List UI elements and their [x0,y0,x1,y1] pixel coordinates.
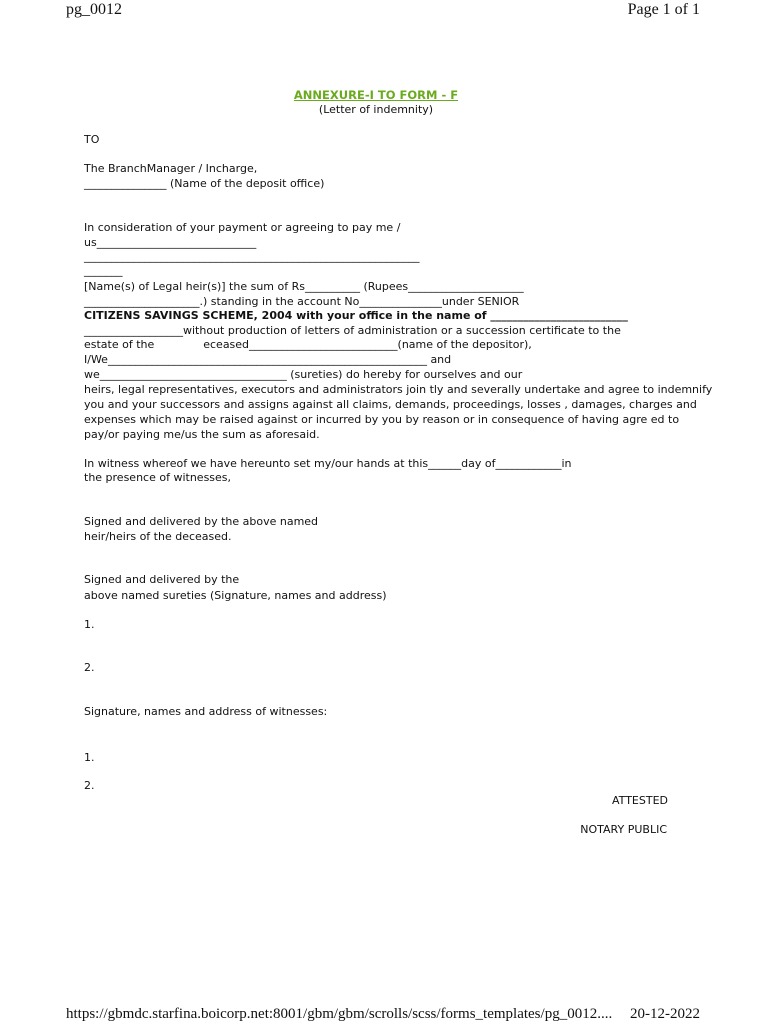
page-number: Page 1 of 1 [627,1,700,18]
witness-line-2: the presence of witnesses, [84,471,232,484]
signed-heir-line-2: heir/heirs of the deceased. [84,530,232,543]
deposit-office-line: _______________ (Name of the deposit office) [84,177,325,190]
blank-line-2: _______ [84,264,123,277]
indemnify-line-4: pay/or paying me/us the sum as aforesaid. [84,428,320,441]
to-line: TO [84,133,100,146]
branch-manager-line: The BranchManager / Incharge, [84,162,258,175]
legal-heirs-line: [Name(s) of Legal heir(s)] the sum of Rs__________ (Rupees_____________________ [84,280,524,293]
form-title: ANNEXURE-I TO FORM - F [293,88,459,102]
form-subtitle: (Letter of indemnity) [318,103,434,116]
indemnify-line-1: heirs, legal representatives, executors and administrators join tly and severally undertake and agree to indemnify [84,383,713,396]
signed-sureties-line-2: above named sureties (Signature, names and address) [84,589,387,602]
scheme-line: CITIZENS SAVINGS SCHEME, 2004 with your office in the name of _________________________ [84,309,628,322]
surety-number-2: 2. [84,661,95,674]
witnesses-signature-line: Signature, names and address of witnesses: [84,705,328,718]
footer-date: 20-12-2022 [630,1006,700,1022]
iwe-line: I/We__________________________________________________________ and [84,353,452,366]
footer-url: https://gbmdc.starfina.boicorp.net:8001/gbm/gbm/scrolls/scss/forms_templates/pg_0012.... [66,1006,613,1022]
consideration-line-2: us_____________________________ [84,236,257,249]
indemnify-line-3: expenses which may be raised against or incurred by you by reason or in consequence of having agre ed to [84,413,680,426]
page-id: pg_0012 [66,1,122,18]
estate-line: estate of the eceased___________________________(name of the depositor), [84,338,532,351]
without-production-line: __________________without production of letters of administration or a succession certificate to the [84,324,621,337]
blank-line-1: _____________________________________________________________ [84,250,420,263]
notary-public-label: NOTARY PUBLIC [580,823,667,836]
indemnify-line-2: you and your successors and assigns against all claims, demands, proceedings, losses , damages, charges and [84,398,697,411]
attested-label: ATTESTED [612,794,668,807]
account-standing-line: _____________________.) standing in the account No_______________under SENIOR [84,295,520,308]
witness-number-2: 2. [84,779,95,792]
witness-line-1: In witness whereof we have hereunto set my/our hands at this______day of____________in [84,457,572,470]
signed-sureties-line-1: Signed and delivered by the [84,573,240,586]
surety-number-1: 1. [84,618,95,631]
consideration-line-1: In consideration of your payment or agreeing to pay me / [84,221,401,234]
witness-number-1: 1. [84,751,95,764]
signed-heir-line-1: Signed and delivered by the above named [84,515,319,528]
sureties-line: we__________________________________ (sureties) do hereby for ourselves and our [84,368,523,381]
